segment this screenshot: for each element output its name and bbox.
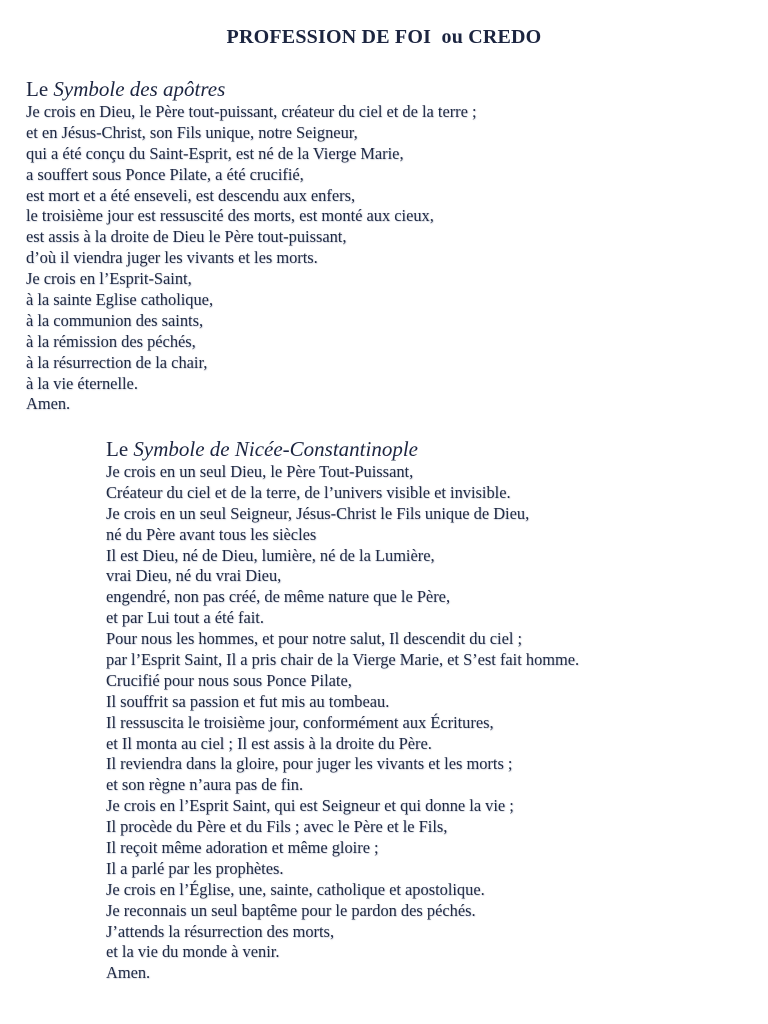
text-line: et la vie du monde à venir.: [106, 942, 280, 962]
section-heading: [26, 76, 477, 102]
text-line: est mort et a été enseveli, est descendu aux enfers,: [26, 185, 356, 205]
text-line: Je crois en l’Église, une, sainte, catholique et apostolique.: [106, 879, 485, 899]
section-heading: [106, 436, 579, 462]
text-line: Il est Dieu, né de Dieu, lumière, né de la Lumière,: [106, 545, 435, 565]
text-line: à la rémission des péchés,: [26, 331, 196, 351]
page-title: PROFESSION DE FOI ou CREDO: [226, 26, 542, 48]
section-heading-prefix: Le: [106, 437, 134, 461]
text-line: et en Jésus-Christ, son Fils unique, notre Seigneur,: [26, 122, 358, 142]
text-line: Je crois en un seul Seigneur, Jésus-Christ le Fils unique de Dieu,: [106, 503, 530, 523]
text-line: Il reçoit même adoration et même gloire ;: [106, 838, 379, 858]
text-line: Il souffrit sa passion et fut mis au tombeau.: [106, 691, 390, 711]
text-line: Il reviendra dans la gloire, pour juger les vivants et les morts ;: [106, 754, 513, 774]
text-line: Il ressuscita le troisième jour, conformément aux Écritures,: [106, 712, 494, 732]
text-line: le troisième jour est ressuscité des morts, est monté aux cieux,: [26, 206, 434, 226]
text-line: Amen.: [26, 394, 71, 414]
section-heading-title: Symbole de Nicée-Constantinople: [133, 437, 419, 461]
text-line: et Il monta au ciel ; Il est assis à la droite du Père.: [106, 733, 432, 753]
text-line: né du Père avant tous les siècles: [106, 524, 317, 544]
section-apostles-creed: [26, 76, 477, 415]
text-line: Je crois en l’Esprit Saint, qui est Seigneur et qui donne la vie ;: [106, 796, 514, 816]
text-line: d’où il viendra juger les vivants et les morts.: [26, 248, 318, 268]
text-line: à la vie éternelle.: [26, 373, 138, 393]
text-line: Créateur du ciel et de la terre, de l’univers visible et invisible.: [106, 482, 511, 502]
text-line: vrai Dieu, né du vrai Dieu,: [106, 566, 282, 586]
text-line: à la résurrection de la chair,: [26, 352, 208, 372]
section-nicene-creed: [106, 436, 579, 984]
section-heading-prefix: Le: [26, 77, 54, 101]
text-line: Je reconnais un seul baptême pour le pardon des péchés.: [106, 900, 476, 920]
text-line: engendré, non pas créé, de même nature que le Père,: [106, 587, 451, 607]
creed-text: [106, 462, 579, 984]
text-line: Je crois en l’Esprit-Saint,: [26, 269, 192, 289]
text-line: Pour nous les hommes, et pour notre salut, Il descendit du ciel ;: [106, 629, 523, 649]
text-line: à la sainte Eglise catholique,: [26, 290, 214, 310]
text-line: Je crois en Dieu, le Père tout-puissant, créateur du ciel et de la terre ;: [26, 102, 477, 121]
text-line: J’attends la résurrection des morts,: [106, 921, 335, 941]
text-line: Amen.: [106, 963, 151, 983]
text-line: à la communion des saints,: [26, 310, 204, 330]
text-line: Il a parlé par les prophètes.: [106, 858, 284, 878]
text-line: Il procède du Père et du Fils ; avec le Père et le Fils,: [106, 817, 448, 837]
text-line: est assis à la droite de Dieu le Père tout-puissant,: [26, 227, 347, 247]
section-heading-title: Symbole des apôtres: [53, 77, 226, 101]
creed-text: [26, 102, 477, 415]
text-line: Crucifié pour nous sous Ponce Pilate,: [106, 670, 352, 690]
text-line: par l’Esprit Saint, Il a pris chair de la Vierge Marie, et S’est fait homme.: [106, 650, 580, 670]
text-line: et par Lui tout a été fait.: [106, 608, 264, 628]
text-line: et son règne n’aura pas de fin.: [106, 775, 304, 795]
text-line: qui a été conçu du Saint-Esprit, est né de la Vierge Marie,: [26, 143, 404, 163]
text-line: a souffert sous Ponce Pilate, a été crucifié,: [26, 164, 304, 184]
text-line: Je crois en un seul Dieu, le Père Tout-Puissant,: [106, 462, 414, 481]
